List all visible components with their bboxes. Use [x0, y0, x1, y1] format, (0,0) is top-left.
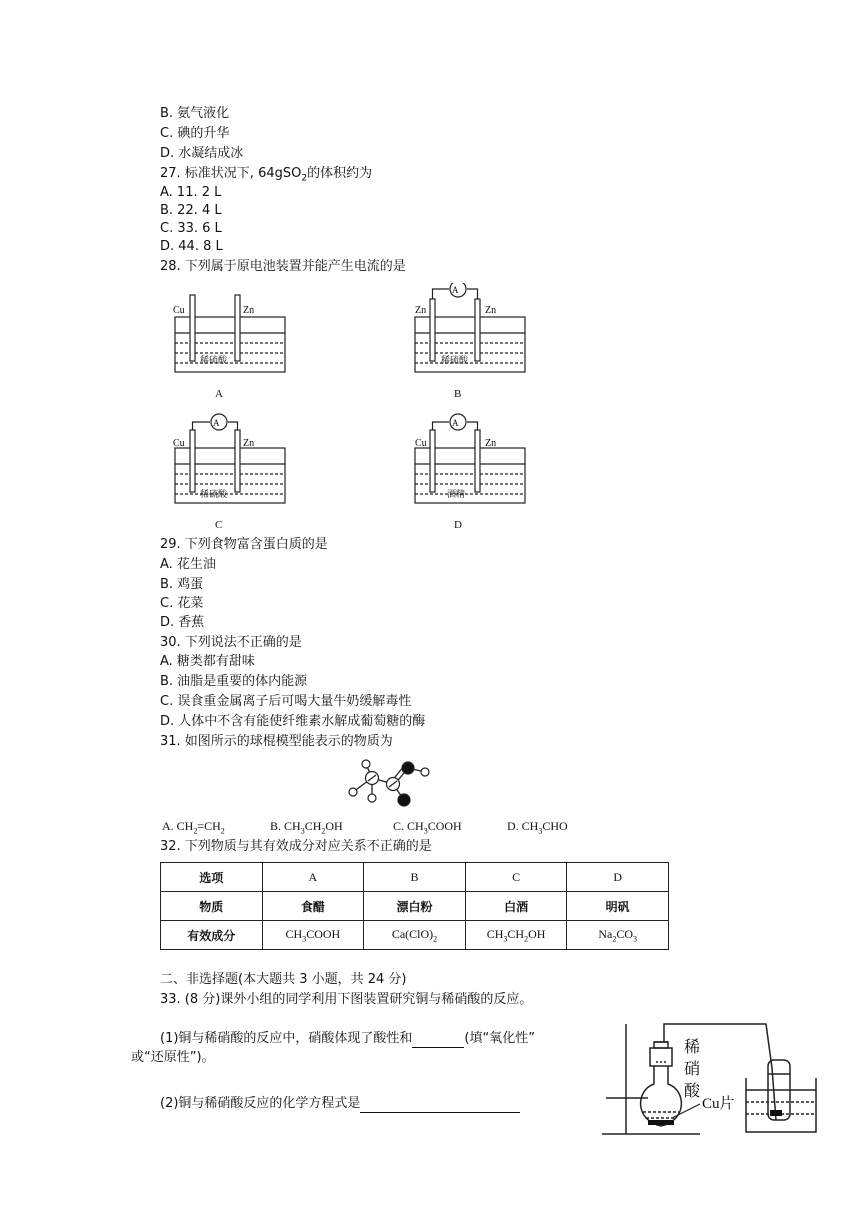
cell-c [175, 414, 285, 503]
q30-option-a: A. 糖类都有甜味 [160, 654, 255, 669]
q30-option-b: B. 油脂是重要的体内能源 [160, 674, 308, 689]
q29-stem: 29. 下列食物富含蛋白质的是 [160, 537, 328, 552]
cell-a-right-electrode: Zn [243, 305, 255, 316]
q30-option-c: C. 误食重金属离子后可喝大量牛奶缓解毒性 [160, 694, 412, 709]
q26-option-c: C. 碘的升华 [160, 126, 230, 141]
q29-option-d: D. 香蕉 [160, 615, 205, 630]
q33-part1-line2: 或“还原性”)。 [131, 1050, 215, 1065]
q27-option-c: C. 33. 6 L [160, 221, 222, 236]
cell-d [415, 414, 525, 503]
q29-option-a: A. 花生油 [160, 557, 216, 572]
table-cell: 明矾 [567, 892, 669, 921]
q33-stem: 33. (8 分)课外小组的同学利用下图装置研究铜与稀硝酸的反应。 [160, 992, 533, 1007]
q31-option-d: D. $CH_3CHO$ [507, 819, 568, 836]
table-cell: 有效成分 [161, 921, 263, 950]
cell-a-solution: 稀硫酸 [200, 355, 228, 365]
q27-stem: 27. 标准状况下, 64gSO$_2$的体积约为 [160, 166, 373, 184]
q33-part2: (2)铜与稀硝酸反应的化学方程式是 [160, 1095, 520, 1113]
table-cell: $Ca(ClO)_2$ [364, 921, 466, 950]
q27-option-a: A. 11. 2 L [160, 185, 222, 200]
table-row [161, 892, 669, 921]
section-heading: 二、非选择题(本大题共 3 小题，共 24 分) [160, 972, 407, 987]
table-cell: 漂白粉 [364, 892, 466, 921]
acid-label-1: 稀 [684, 1039, 701, 1056]
cell-d-letter: D [454, 519, 462, 531]
cell-b-left-electrode: Zn [415, 305, 427, 316]
table-cell: 白酒 [465, 892, 567, 921]
answer-blank[interactable] [412, 1033, 464, 1048]
q33-part1: (1)铜与稀硝酸的反应中，硝酸体现了酸性和 (填“氧化性” [160, 1031, 535, 1046]
table-header-cell: C [465, 863, 567, 892]
q31-option-a: A. $CH_2=CH_2$ [162, 819, 225, 836]
table-cell: 物质 [161, 892, 263, 921]
q27-option-b: B. 22. 4 L [160, 203, 222, 218]
table-cell: $CH_3COOH$ [262, 921, 364, 950]
q31-option-b: B. $CH_3CH_2OH$ [270, 819, 343, 836]
cell-b-ammeter: A [452, 285, 459, 295]
cell-d-solution: 酒精 [447, 489, 466, 499]
q27-option-d: D. 44. 8 L [160, 239, 223, 254]
cell-a-left-electrode: Cu [173, 305, 185, 316]
cell-c-ammeter: A [213, 418, 220, 428]
cell-b-right-electrode: Zn [485, 305, 497, 316]
table-header-cell: 选项 [161, 863, 263, 892]
q29-option-b: B. 鸡蛋 [160, 577, 204, 592]
q32-table [160, 862, 669, 950]
answer-blank[interactable] [360, 1098, 520, 1113]
copper-nitric-acid-apparatus [596, 1018, 822, 1138]
table-cell: $CH_3CH_2OH$ [465, 921, 567, 950]
table-row [161, 863, 669, 892]
q31-option-c: C. $CH_3COOH$ [393, 819, 462, 836]
cell-d-ammeter: A [452, 418, 459, 428]
cell-a-letter: A [215, 388, 223, 400]
cell-b-solution: 稀硫酸 [441, 355, 469, 365]
cell-b-letter: B [454, 388, 462, 400]
acid-label-3: 酸 [684, 1083, 701, 1100]
cell-b [415, 283, 525, 372]
ball-and-stick-model [340, 758, 440, 814]
cell-d-left-electrode: Cu [415, 438, 427, 449]
table-cell: 食醋 [262, 892, 364, 921]
copper-label: Cu片 [702, 1096, 735, 1112]
acid-label-2: 硝 [684, 1061, 701, 1078]
q32-stem: 32. 下列物质与其有效成分对应关系不正确的是 [160, 839, 432, 854]
q28-stem: 28. 下列属于原电池装置并能产生电流的是 [160, 259, 406, 274]
q31-stem: 31. 如图所示的球棍模型能表示的物质为 [160, 734, 393, 749]
cell-c-left-electrode: Cu [173, 438, 185, 449]
table-row [161, 921, 669, 950]
table-cell: $Na_2CO_3$ [567, 921, 669, 950]
table-header-cell: D [567, 863, 669, 892]
q26-option-b: B. 氨气液化 [160, 106, 230, 121]
table-header-cell: A [262, 863, 364, 892]
cell-c-right-electrode: Zn [243, 438, 255, 449]
cell-c-solution: 稀硫酸 [200, 489, 228, 499]
q30-stem: 30. 下列说法不正确的是 [160, 635, 302, 650]
cell-c-letter: C [215, 519, 223, 531]
cell-d-right-electrode: Zn [485, 438, 497, 449]
q26-option-d: D. 水凝结成冰 [160, 146, 244, 161]
table-header-cell: B [364, 863, 466, 892]
q29-option-c: C. 花菜 [160, 596, 204, 611]
q28-cells-figure [160, 283, 540, 533]
q30-option-d: D. 人体中不含有能使纤维素水解成葡萄糖的酶 [160, 714, 426, 729]
cell-a [175, 295, 285, 372]
